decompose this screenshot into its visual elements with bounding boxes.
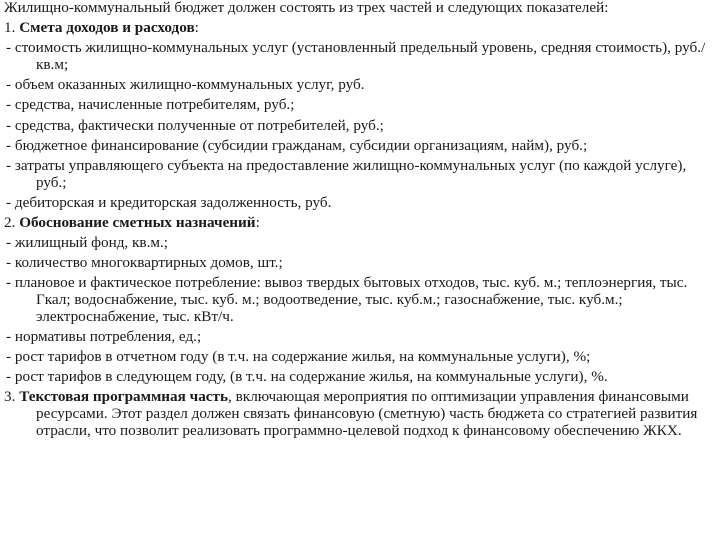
section-body: , включающая мероприятия по оптимизации управления финансовыми ресурсами. Этот раздел должен связать финансовую (сметную) часть бюджета со стратегией развития отрасли, что позволит реализовать программно-целевой подход к финансовому обеспечению ЖКХ. (36, 388, 698, 439)
list-item: - рост тарифов в следующем году, (в т.ч. на содержание жилья, на коммунальные услуги), %. (6, 368, 608, 386)
list-item: - дебиторская и кредиторская задолженность, руб. (6, 193, 332, 211)
section-tail: : (255, 213, 260, 231)
section-number: 2. (4, 213, 16, 231)
list-item: - рост тарифов в отчетном году (в т.ч. на содержание жилья, на коммунальные услуги), %; (6, 348, 591, 365)
section-title: Текстовая программная часть (19, 388, 229, 406)
intro-text: Жилищно-коммунальный бюджет должен состоять из трех частей и следующих показателей: (4, 0, 609, 16)
section-title: Обоснование сметных назначений (19, 213, 256, 231)
section-3-paragraph (4, 389, 714, 439)
section-number: 1. (4, 19, 16, 37)
list-item: - средства, фактически полученные от потребителей, руб.; (6, 116, 384, 134)
list-item: - количество многоквартирных домов, шт.; (6, 254, 283, 272)
list-item: - объем оказанных жилищно-коммунальных услуг, руб. (6, 76, 365, 94)
list-item: - средства, начисленные потребителям, руб.; (6, 96, 295, 114)
section-tail: : (194, 19, 199, 37)
list-item: - бюджетное финансирование (субсидии гражданам, субсидии организациям, найм), руб.; (6, 136, 588, 154)
list-item: - нормативы потребления, ед.; (6, 327, 202, 345)
list-item: - плановое и фактическое потребление: вывоз твердых бытовых отходов, тыс. куб. м.; теплоэнергия, тыс. Гкал; водоснабжение, тыс. куб. м.; водоотведение, тыс. куб.м.; газоснабжение, тыс. куб.м.; электроснабжение, тыс. кВт/ч. (6, 274, 688, 325)
section-title: Смета доходов и расходов (19, 19, 195, 37)
list-item: - стоимость жилищно-коммунальных услуг (установленный предельный уровень, средняя стоимость), руб./кв.м; (6, 39, 706, 73)
section-1-heading (4, 20, 714, 37)
section-number: 3. (4, 388, 16, 406)
section-2-heading (4, 215, 714, 232)
list-item: - жилищный фонд, кв.м.; (6, 234, 168, 252)
list-item: - затраты управляющего субъекта на предоставление жилищно-коммунальных услуг (по каждой услуге), руб.; (6, 156, 687, 191)
